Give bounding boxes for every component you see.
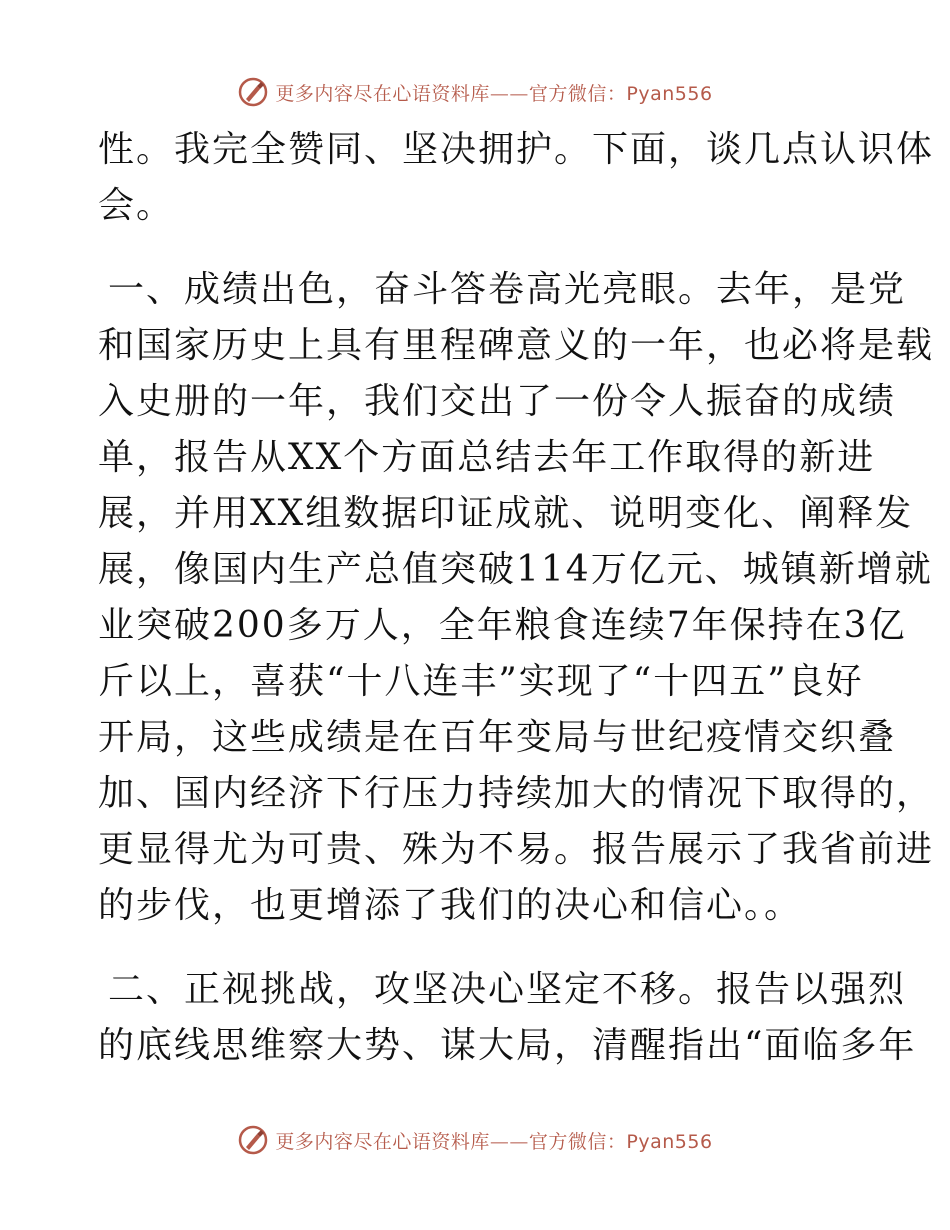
text-line: 开局，这些成绩是在百年变局与世纪疫情交织叠 (98, 717, 897, 758)
text-line: 展，并用XX组数据印证成就、说明变化、阐释发 (98, 493, 914, 534)
paragraph (98, 962, 917, 1074)
paragraph (98, 262, 935, 934)
text-line: 的步伐，也更增添了我们的决心和信心。。 (98, 885, 803, 926)
watermark-separator: —— (489, 82, 529, 105)
watermark-separator: —— (489, 1130, 529, 1153)
text-line: 入史册的一年，我们交出了一份令人振奋的成绩 (98, 381, 897, 422)
text-line: 单，报告从XX个方面总结去年工作取得的新进 (98, 437, 876, 478)
pen-logo-icon (237, 76, 269, 108)
watermark-text: 更多内容尽在心语资料库 (275, 1130, 490, 1153)
text-line: 一、成绩出色，奋斗答卷高光亮眼。去年，是党 (108, 269, 907, 310)
text-line: 性。我完全赞同、坚决拥护。下面，谈几点认识体 (98, 129, 935, 170)
text-line: 和国家历史上具有里程碑意义的一年，也必将是载 (98, 325, 935, 366)
watermark-contact: 官方微信：Pyan556 (528, 82, 713, 105)
text-line: 二、正视挑战，攻坚决心坚定不移。报告以强烈 (108, 969, 907, 1010)
text-line: 的底线思维察大势、谋大局，清醒指出“面临多年 (98, 1025, 917, 1066)
footer-watermark (0, 1120, 950, 1160)
header-watermark (0, 72, 950, 112)
text-line: 业突破200多万人，全年粮食连续7年保持在3亿 (98, 605, 907, 646)
text-line: 加、国内经济下行压力持续加大的情况下取得的， (98, 773, 935, 814)
text-line: 会。 (98, 185, 175, 226)
watermark-text: 更多内容尽在心语资料库 (275, 82, 490, 105)
document-body (98, 122, 935, 1074)
text-line: 更显得尤为可贵、殊为不易。报告展示了我省前进 (98, 829, 935, 870)
text-line: 展，像国内生产总值突破114万亿元、城镇新增就 (98, 549, 933, 590)
pen-logo-icon (237, 1124, 269, 1156)
watermark-contact: 官方微信：Pyan556 (528, 1130, 713, 1153)
paragraph (98, 122, 935, 234)
text-line: 斤以上，喜获“十八连丰”实现了“十四五”良好 (98, 661, 864, 702)
